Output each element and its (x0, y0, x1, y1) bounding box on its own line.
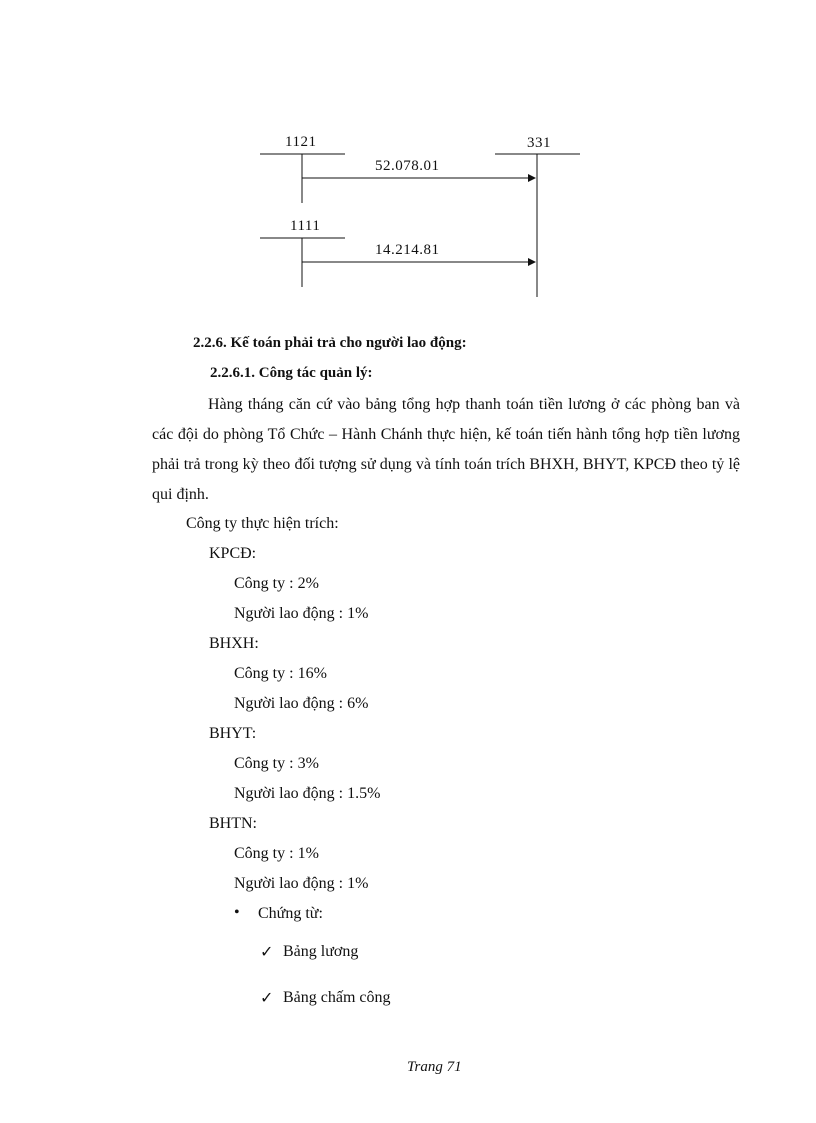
group-name-bhxh: BHXH: (209, 635, 259, 652)
group-employee-bhxh: Người lao động : 6% (234, 695, 369, 712)
account-331-label: 331 (527, 135, 551, 151)
account-1111-label: 1111 (290, 218, 321, 234)
intro-text: Công ty thực hiện trích: (186, 515, 339, 532)
page-number: Trang 71 (407, 1059, 462, 1075)
group-name-kpcd: KPCĐ: (209, 545, 257, 562)
group-employee-bhyt: Người lao động : 1.5% (234, 785, 381, 802)
amount-1: 52.078.01 (375, 158, 440, 174)
body-paragraph: Hàng tháng căn cứ vào bảng tổng hợp thanh toán tiền lương ở các phòng ban và các đội do phòng Tổ Chức – Hành Chánh thực hiện, kế toán tiến hành tổng hợp tiền lương phải trả trong kỳ theo đối tượng sử dụng và tính toán trích BHXH, BHYT, KPCĐ theo tỷ lệ qui định. (152, 396, 740, 503)
group-company-bhxh: Công ty : 16% (234, 665, 327, 682)
group-employee-kpcd: Người lao động : 1% (234, 605, 369, 622)
account-1121-label: 1121 (285, 134, 317, 150)
checkmark-icon: ✓ (260, 944, 274, 961)
section-heading: 2.2.6. Kế toán phải trả cho người lao động: (193, 335, 467, 351)
group-company-kpcd: Công ty : 2% (234, 575, 319, 592)
subsection-heading: 2.2.6.1. Công tác quản lý: (210, 365, 373, 381)
document-item: Bảng lương (283, 943, 359, 960)
group-name-bhtn: BHTN: (209, 815, 257, 832)
amount-2: 14.214.81 (375, 242, 440, 258)
document-item: Bảng chấm công (283, 989, 391, 1006)
group-company-bhtn: Công ty : 1% (234, 845, 319, 862)
group-name-bhyt: BHYT: (209, 725, 257, 742)
checkmark-icon: ✓ (260, 990, 274, 1007)
group-employee-bhtn: Người lao động : 1% (234, 875, 369, 892)
documents-label: Chứng từ: (258, 905, 323, 922)
group-company-bhyt: Công ty : 3% (234, 755, 319, 772)
bullet-icon: • (234, 904, 240, 921)
